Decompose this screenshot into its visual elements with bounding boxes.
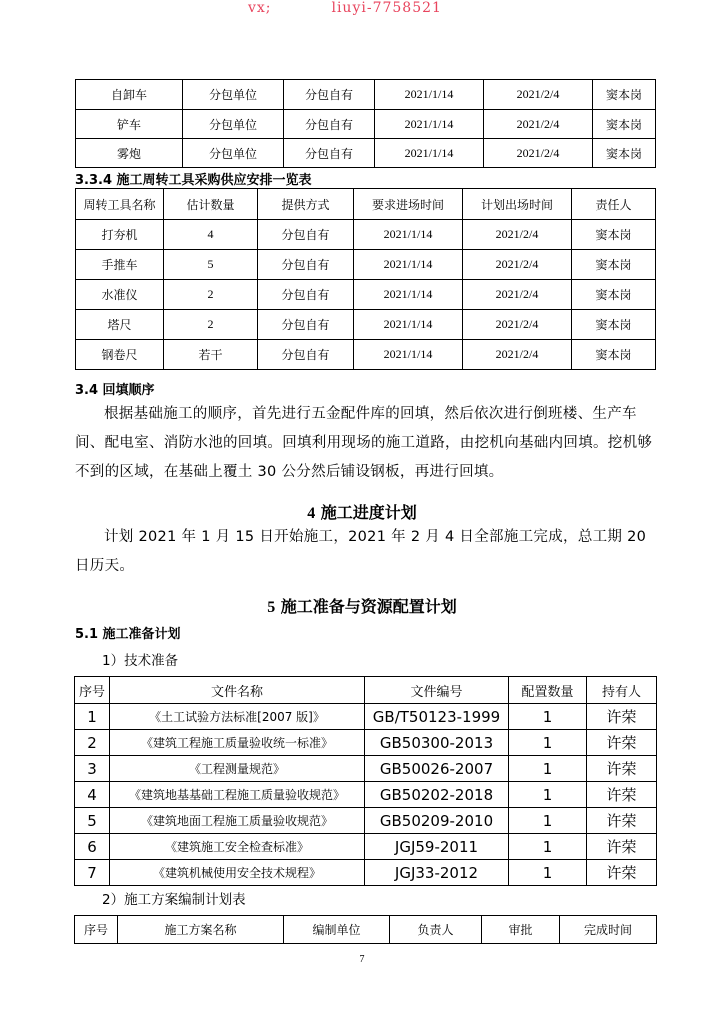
tech-prep-table — [74, 676, 657, 886]
section-number: 4 — [307, 505, 316, 522]
table-cell: 《土工试验方法标准[2007 版]》 — [110, 704, 365, 730]
table-cell: 4 — [164, 220, 258, 250]
table-cell: 分包自有 — [284, 139, 375, 168]
table-row — [75, 704, 657, 730]
column-header: 编制单位 — [284, 916, 390, 944]
column-header: 计划出场时间 — [463, 189, 572, 220]
table-row — [75, 860, 657, 886]
table-cell: GB50202-2018 — [365, 782, 509, 808]
table-cell: 铲车 — [76, 110, 183, 139]
column-header: 施工方案名称 — [118, 916, 284, 944]
table-row — [76, 220, 656, 250]
table-cell: 窦本岗 — [593, 110, 656, 139]
table-cell: 4 — [75, 782, 110, 808]
section-heading-3-3-4: 3.3.4 施工周转工具采购供应安排一览表 — [75, 173, 312, 188]
table-cell: 2 — [164, 280, 258, 310]
table-cell: 2021/2/4 — [463, 280, 572, 310]
table-cell: 许荣 — [587, 756, 657, 782]
table-cell: 1 — [509, 730, 587, 756]
table-cell: 分包自有 — [258, 220, 354, 250]
section-heading-4 — [0, 500, 724, 523]
table-cell: 1 — [509, 808, 587, 834]
table-cell: 若干 — [164, 340, 258, 370]
table-cell: 2021/2/4 — [463, 220, 572, 250]
backfill-paragraph: 根据基础施工的顺序，首先进行五金配件库的回填，然后依次进行倒班楼、生产车间、配电室、消防水池的回填。回填利用现场的施工道路，由挖机向基础内回填。挖机够不到的区域，在基础上覆土 30 公分然后铺设钢板，再进行回填。 — [75, 406, 653, 480]
table-cell: 许荣 — [587, 860, 657, 886]
table-cell: 2021/2/4 — [484, 80, 593, 110]
table-cell: 7 — [75, 860, 110, 886]
table-cell: 雾炮 — [76, 139, 183, 168]
table-cell: 窦本岗 — [572, 280, 656, 310]
table-cell: 分包自有 — [258, 340, 354, 370]
table-cell: 2 — [75, 730, 110, 756]
table-cell: 分包单位 — [183, 80, 284, 110]
table-cell: 5 — [75, 808, 110, 834]
table-row — [76, 139, 656, 168]
table-cell: 窦本岗 — [572, 250, 656, 280]
table-cell: 窦本岗 — [593, 80, 656, 110]
table-cell: 许荣 — [587, 808, 657, 834]
column-header: 配置数量 — [509, 677, 587, 704]
table-cell: 许荣 — [587, 730, 657, 756]
table-cell: 2021/2/4 — [463, 340, 572, 370]
column-header: 完成时间 — [560, 916, 657, 944]
table-row — [76, 340, 656, 370]
column-header: 提供方式 — [258, 189, 354, 220]
table-header-row — [75, 677, 657, 704]
table-cell: 5 — [164, 250, 258, 280]
table-row — [76, 280, 656, 310]
table-cell: 2 — [164, 310, 258, 340]
table-cell: 窦本岗 — [572, 310, 656, 340]
column-header: 估计数量 — [164, 189, 258, 220]
table-cell: 《建筑工程施工质量验收统一标准》 — [110, 730, 365, 756]
tech-prep-label: 1）技术准备 — [102, 653, 179, 669]
table-cell: 1 — [509, 756, 587, 782]
schedule-paragraph: 计划 2021 年 1 月 15 日开始施工，2021 年 2 月 4 日全部施工完成，总工期 20 日历天。 — [75, 529, 647, 574]
table-row — [75, 730, 657, 756]
table-row — [76, 310, 656, 340]
table-cell: 2021/2/4 — [463, 250, 572, 280]
table-cell: 1 — [75, 704, 110, 730]
table-cell: 分包自有 — [258, 280, 354, 310]
table-cell: 水准仪 — [76, 280, 164, 310]
column-header: 持有人 — [587, 677, 657, 704]
table-cell: GB/T50123-1999 — [365, 704, 509, 730]
section-title: 施工准备与资源配置计划 — [280, 597, 457, 616]
table-cell: 3 — [75, 756, 110, 782]
column-header: 文件名称 — [110, 677, 365, 704]
table-cell: 分包自有 — [284, 80, 375, 110]
table-cell: GB50300-2013 — [365, 730, 509, 756]
plan-table-label: 2）施工方案编制计划表 — [102, 892, 246, 908]
table-cell: 许荣 — [587, 704, 657, 730]
column-header: 周转工具名称 — [76, 189, 164, 220]
table-cell: 自卸车 — [76, 80, 183, 110]
table-cell: 2021/1/14 — [375, 80, 484, 110]
table-cell: 窦本岗 — [593, 139, 656, 168]
table-cell: 《建筑机械使用安全技术规程》 — [110, 860, 365, 886]
page-number: 7 — [359, 954, 365, 965]
table-cell: 2021/1/14 — [354, 310, 463, 340]
table-cell: 分包自有 — [258, 250, 354, 280]
column-header: 审批 — [482, 916, 560, 944]
table-cell: 2021/1/14 — [354, 250, 463, 280]
watermark-text: vx; liuyi-7758521 — [248, 0, 442, 16]
table-cell: 《建筑地面工程施工质量验收规范》 — [110, 808, 365, 834]
table-cell: 分包自有 — [258, 310, 354, 340]
table-cell: 手推车 — [76, 250, 164, 280]
tools-table — [75, 188, 656, 370]
table-cell: 分包自有 — [284, 110, 375, 139]
table-row — [76, 110, 656, 139]
table-cell: 2021/1/14 — [375, 139, 484, 168]
table-header-row — [76, 189, 656, 220]
table-cell: 1 — [509, 860, 587, 886]
table-cell: 塔尺 — [76, 310, 164, 340]
table-cell: 1 — [509, 834, 587, 860]
table-row — [75, 756, 657, 782]
equipment-table — [75, 79, 656, 168]
table-row — [75, 808, 657, 834]
table-cell: GB50026-2007 — [365, 756, 509, 782]
table-cell: 6 — [75, 834, 110, 860]
table-cell: 分包单位 — [183, 139, 284, 168]
plan-table — [74, 915, 657, 944]
table-cell: 钢卷尺 — [76, 340, 164, 370]
table-cell: 2021/1/14 — [354, 280, 463, 310]
section-heading-5 — [0, 594, 724, 617]
table-row — [75, 834, 657, 860]
table-cell: 《工程测量规范》 — [110, 756, 365, 782]
table-cell: 打夯机 — [76, 220, 164, 250]
table-cell: 《建筑施工安全检查标准》 — [110, 834, 365, 860]
table-cell: 1 — [509, 782, 587, 808]
table-cell: 2021/1/14 — [375, 110, 484, 139]
table-cell: JGJ59-2011 — [365, 834, 509, 860]
table-cell: 2021/2/4 — [463, 310, 572, 340]
section-heading-3-4: 3.4 回填顺序 — [75, 383, 155, 398]
table-row — [75, 782, 657, 808]
column-header: 文件编号 — [365, 677, 509, 704]
table-cell: 《建筑地基基础工程施工质量验收规范》 — [110, 782, 365, 808]
table-cell: 许荣 — [587, 782, 657, 808]
table-header-row — [75, 916, 657, 944]
table-row — [76, 80, 656, 110]
table-cell: 窦本岗 — [572, 340, 656, 370]
column-header: 序号 — [75, 916, 118, 944]
column-header: 要求进场时间 — [354, 189, 463, 220]
column-header: 序号 — [75, 677, 110, 704]
table-cell: 2021/1/14 — [354, 340, 463, 370]
section-title: 施工进度计划 — [320, 503, 417, 522]
table-cell: 1 — [509, 704, 587, 730]
column-header: 负责人 — [390, 916, 482, 944]
section-heading-5-1: 5.1 施工准备计划 — [75, 627, 181, 642]
table-cell: 2021/2/4 — [484, 139, 593, 168]
column-header: 责任人 — [572, 189, 656, 220]
table-cell: 窦本岗 — [572, 220, 656, 250]
section-number: 5 — [267, 599, 276, 616]
table-cell: 许荣 — [587, 834, 657, 860]
table-cell: GB50209-2010 — [365, 808, 509, 834]
table-cell: 分包单位 — [183, 110, 284, 139]
table-cell: 2021/2/4 — [484, 110, 593, 139]
table-row — [76, 250, 656, 280]
table-cell: JGJ33-2012 — [365, 860, 509, 886]
table-cell: 2021/1/14 — [354, 220, 463, 250]
